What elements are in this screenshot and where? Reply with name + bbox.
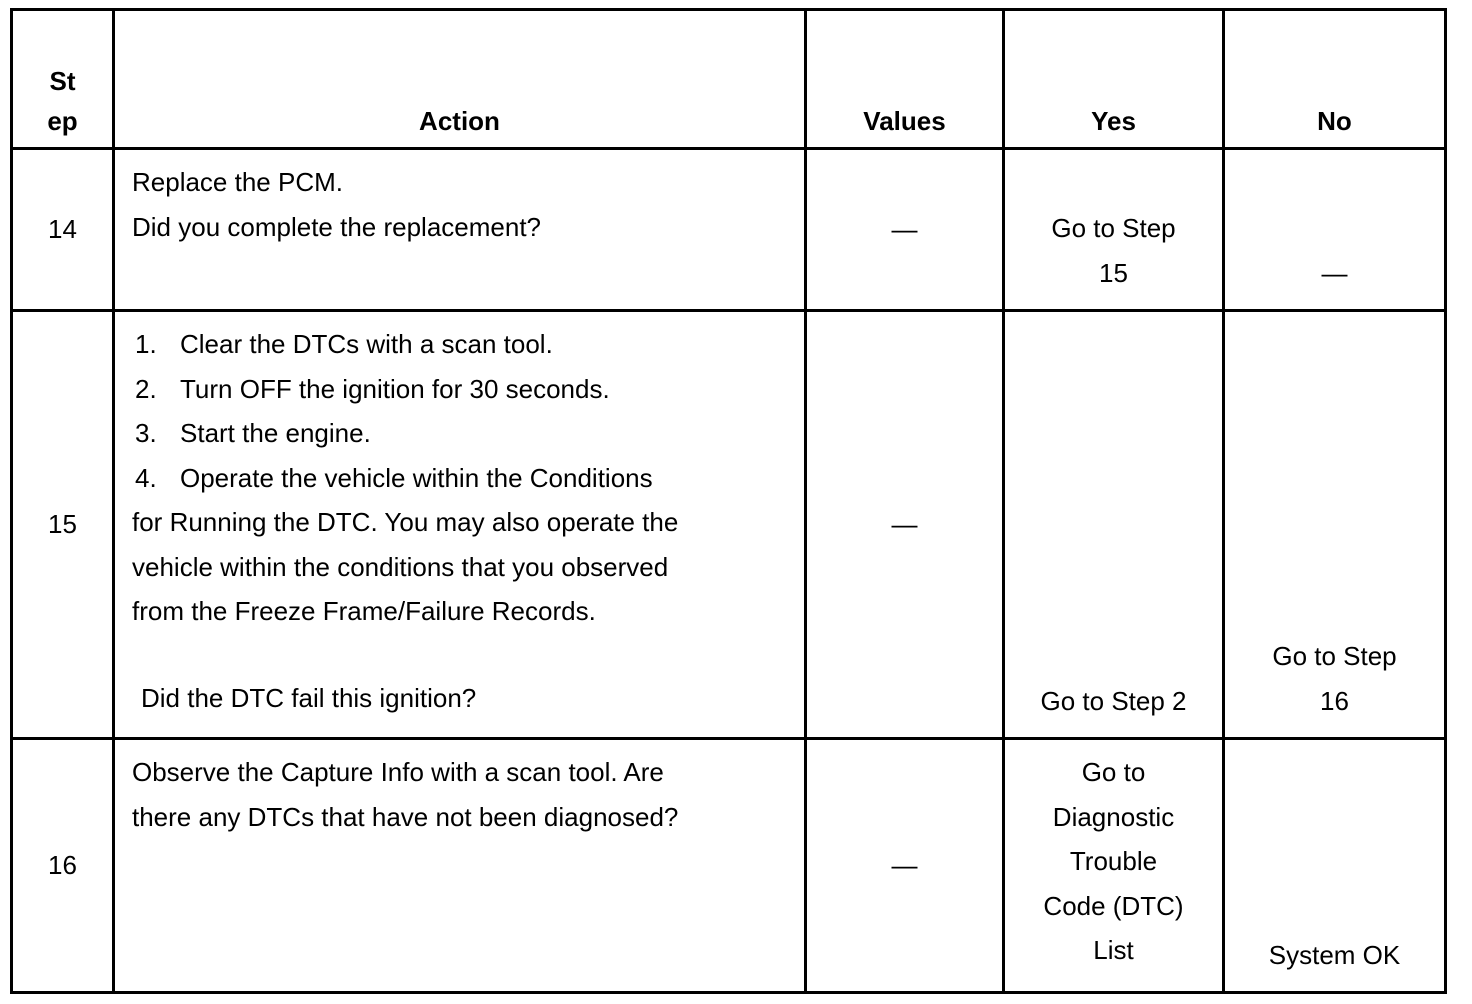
- header-step-line2: ep: [47, 106, 78, 136]
- step-number: 15: [12, 311, 114, 739]
- yes-cell[interactable]: [1004, 739, 1224, 993]
- action-list-item: [132, 367, 796, 412]
- action-line: Replace the PCM.: [132, 167, 343, 197]
- no-line: Go to Step: [1272, 641, 1397, 671]
- yes-cell[interactable]: Go to Step 2: [1004, 311, 1224, 739]
- spacer: [132, 634, 796, 676]
- list-item-text: Clear the DTCs with a scan tool.: [180, 329, 553, 359]
- list-item-text: Turn OFF the ignition for 30 seconds.: [180, 373, 610, 404]
- list-item-text: Start the engine.: [180, 418, 371, 448]
- no-cell: System OK: [1224, 739, 1446, 993]
- header-action: Action: [114, 10, 806, 149]
- list-item-number: 3.: [135, 418, 157, 448]
- step-number: 14: [12, 149, 114, 311]
- step-number: 16: [12, 739, 114, 993]
- table-row-step-16: [12, 739, 1446, 993]
- list-item-number: 2.: [135, 373, 157, 404]
- header-no: No: [1224, 10, 1446, 149]
- yes-line: Trouble: [1069, 846, 1158, 876]
- yes-line: 15: [1099, 257, 1128, 288]
- no-cell: —: [1224, 149, 1446, 311]
- no-cell[interactable]: [1224, 311, 1446, 739]
- yes-cell[interactable]: [1004, 149, 1224, 311]
- values-cell: —: [806, 149, 1004, 311]
- action-list-item: [132, 456, 796, 501]
- yes-line: Diagnostic: [1052, 801, 1175, 832]
- diagnostic-table: [10, 8, 1447, 994]
- list-item-text: Operate the vehicle within the Conditions: [180, 462, 653, 493]
- header-step: [12, 10, 114, 149]
- action-line: there any DTCs that have not been diagnosed?: [132, 801, 679, 832]
- action-continuation: for Running the DTC. You may also operate the: [132, 507, 679, 537]
- values-cell: —: [806, 739, 1004, 993]
- yes-line: List: [1093, 935, 1134, 965]
- header-yes: Yes: [1004, 10, 1224, 149]
- table-row-step-15: [12, 311, 1446, 739]
- action-list-item: [132, 411, 796, 456]
- header-step-line1: St: [49, 66, 76, 96]
- action-list-item: [132, 322, 796, 367]
- values-cell: —: [806, 311, 1004, 739]
- action-cell: [114, 149, 806, 311]
- table-row-step-14: [12, 149, 1446, 311]
- action-question: Did you complete the replacement?: [132, 211, 542, 242]
- action-cell: [114, 311, 806, 739]
- action-continuation: vehicle within the conditions that you observed: [132, 551, 669, 582]
- no-line: 16: [1320, 685, 1349, 716]
- yes-line: Go to Step: [1051, 213, 1176, 243]
- yes-line: Code (DTC): [1043, 890, 1184, 921]
- header-values: Values: [806, 10, 1004, 149]
- action-line: Observe the Capture Info with a scan tool. Are: [132, 757, 664, 787]
- action-continuation: from the Freeze Frame/Failure Records.: [132, 596, 596, 626]
- list-item-number: 1.: [135, 329, 157, 359]
- action-question: Did the DTC fail this ignition?: [141, 682, 477, 713]
- header-row: [12, 10, 1446, 149]
- action-cell: [114, 739, 806, 993]
- yes-line: Go to: [1081, 757, 1146, 787]
- list-item-number: 4.: [135, 462, 157, 493]
